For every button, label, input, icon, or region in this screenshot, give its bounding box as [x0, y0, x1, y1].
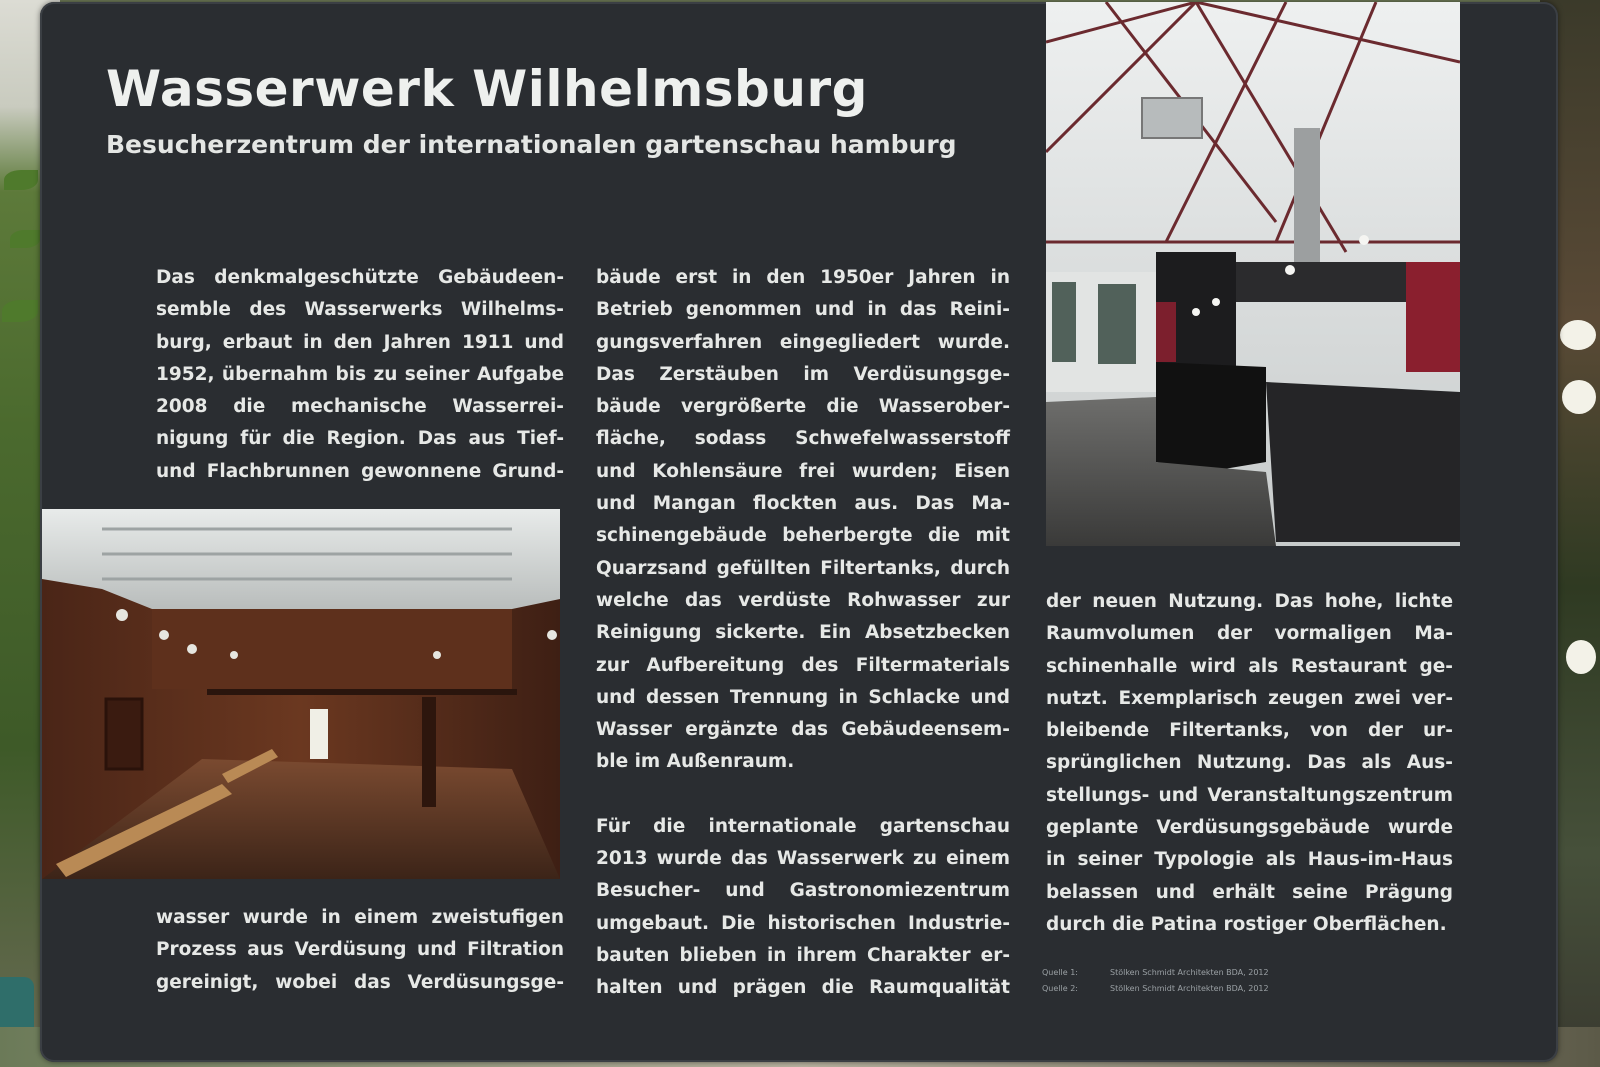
text-column-1-top — [156, 262, 564, 488]
information-sign — [40, 2, 1558, 1062]
text-line: wasser wurde in einem zweistufigen — [156, 907, 564, 928]
text-line: zur Aufbereitung des Filtermaterials — [596, 654, 1010, 676]
bollard — [0, 977, 34, 1027]
text-line: 1952, übernahm bis zu seiner Aufgabe — [156, 363, 564, 385]
daffodil-flower — [1562, 380, 1596, 414]
text-line: umgebaut. Die historischen Industrie- — [596, 912, 1010, 934]
text-line: und Flachbrunnen gewonnene Grund- — [156, 460, 564, 482]
text-line: nigung für die Region. Das aus Tief- — [156, 428, 564, 450]
text-line: stellungs- und Veranstaltungszentrum — [1046, 784, 1453, 806]
leaf-shape — [2, 300, 38, 322]
source-label: Quelle 2: — [1042, 984, 1078, 993]
text-line: welche das verdüste Rohwasser zur — [596, 589, 1010, 611]
text-line: und Mangan flockten aus. Das Ma- — [596, 493, 1010, 515]
text-line: Raumvolumen der vormaligen Ma- — [1046, 623, 1453, 645]
daffodil-flower — [1560, 320, 1596, 350]
text-column-1-bottom — [156, 902, 564, 999]
text-line: fläche, sodass Schwefelwasserstoff — [596, 428, 1010, 450]
text-line: Wasser ergänzte das Gebäudeensem- — [596, 719, 1010, 741]
leaf-shape — [4, 170, 38, 190]
paragraph-gap — [596, 779, 1010, 811]
sign-subtitle: Besucherzentrum der internationalen gartenschau hamburg — [106, 130, 957, 159]
text-line: halten und prägen die Raumqualität — [596, 977, 1010, 999]
leaf-shape — [10, 230, 40, 248]
sign-title: Wasserwerk Wilhelmsburg — [106, 60, 868, 118]
text-line: ble im Außenraum. — [596, 751, 795, 773]
text-line: in seiner Typologie als Haus-im-Haus — [1046, 849, 1453, 871]
text-line: schinengebäude beherbergte die mit — [596, 525, 1010, 547]
text-line: bäude erst in den 1950er Jahren in — [596, 267, 1010, 288]
text-line: geplante Verdüsungsgebäude wurde — [1046, 817, 1453, 839]
text-line: sprünglichen Nutzung. Das als Aus- — [1046, 752, 1453, 774]
text-line: und dessen Trennung in Schlacke und — [596, 686, 1010, 708]
text-line: bauten blieben in ihrem Charakter er- — [596, 944, 1010, 966]
text-line: Quarzsand gefüllten Filtertanks, durch — [596, 557, 1010, 579]
text-line: semble des Wasserwerks Wilhelms- — [156, 299, 564, 321]
source-credit-1 — [1042, 968, 1269, 977]
text-column-3 — [1046, 586, 1453, 941]
text-line: der neuen Nutzung. Das hohe, lichte — [1046, 591, 1453, 612]
text-line: Reinigung sickerte. Ein Absetzbecken — [596, 622, 1010, 644]
text-line: Prozess aus Verdüsung und Filtration — [156, 939, 564, 961]
daffodil-flower — [1566, 640, 1596, 674]
text-line: bleibende Filtertanks, von der ur- — [1046, 720, 1453, 742]
text-line: Für die internationale gartenschau — [596, 815, 1010, 837]
text-line: Besucher- und Gastronomiezentrum — [596, 880, 1010, 902]
text-line: Das denkmalgeschützte Gebäudeen- — [156, 267, 564, 288]
text-line: bäude vergrößerte die Wasserober- — [596, 396, 1010, 418]
text-line: schinenhalle wird als Restaurant ge- — [1046, 655, 1453, 677]
text-line: belassen und erhält seine Prägung — [1046, 881, 1453, 903]
text-line: 2013 wurde das Wasserwerk zu einem — [596, 848, 1010, 870]
text-line: Das Zerstäuben im Verdüsungsge- — [596, 363, 1010, 385]
text-line: durch die Patina rostiger Oberflächen. — [1046, 913, 1447, 935]
photo-restaurant-interior — [1046, 2, 1460, 546]
source-text: Stölken Schmidt Architekten BDA, 2012 — [1110, 968, 1269, 977]
text-line: nutzt. Exemplarisch zeugen zwei ver- — [1046, 687, 1453, 709]
text-line: 2008 die mechanische Wasserrei- — [156, 396, 564, 418]
source-text: Stölken Schmidt Architekten BDA, 2012 — [1110, 984, 1269, 993]
text-line: burg, erbaut in den Jahren 1911 und — [156, 331, 564, 353]
source-credit-2 — [1042, 984, 1269, 993]
text-line: gungsverfahren eingegliedert wurde. — [596, 331, 1010, 353]
text-column-2 — [596, 262, 1010, 1005]
source-label: Quelle 1: — [1042, 968, 1078, 977]
text-line: und Kohlensäure frei wurden; Eisen — [596, 460, 1010, 482]
photo-exhibition-hall — [42, 509, 560, 879]
text-line: Betrieb genommen und in das Reini- — [596, 299, 1010, 321]
text-line: gereinigt, wobei das Verdüsungsge- — [156, 971, 564, 993]
